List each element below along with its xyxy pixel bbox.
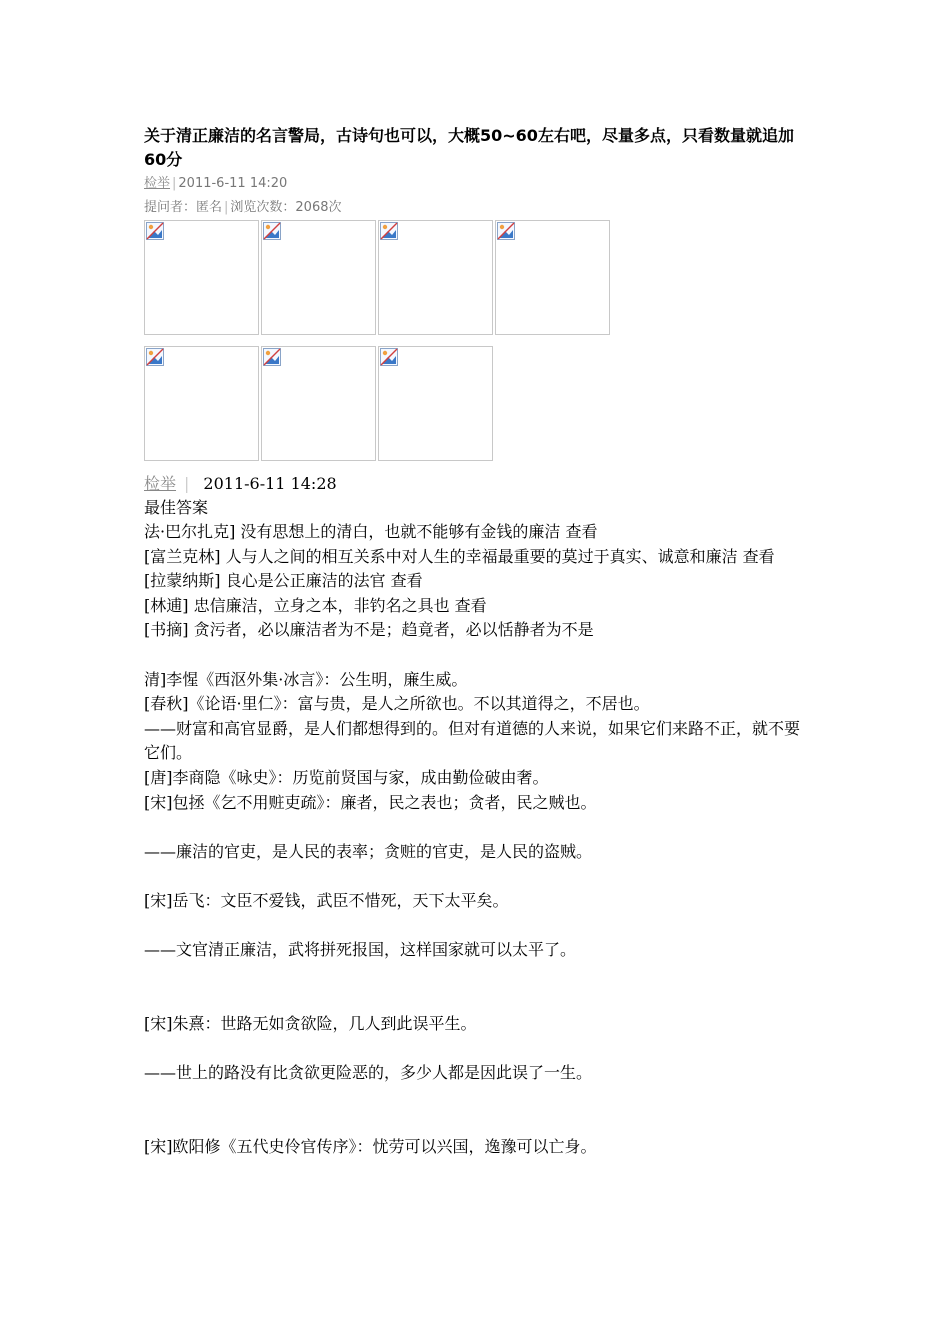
- question-meta: [144, 172, 814, 196]
- answer-line: [144, 914, 814, 939]
- answer-line: [宋]包拯《乞不用赃吏疏》：廉者，民之表也；贪者，民之贼也。: [144, 792, 597, 812]
- answer-line: [144, 643, 814, 668]
- answer-line: [春秋]《论语·里仁》：富与贵，是人之所欲也。不以其道得之，不居也。: [144, 694, 650, 714]
- page-content: [144, 124, 814, 1159]
- answer-body: [144, 520, 814, 1159]
- broken-image-icon: [146, 348, 164, 366]
- question-time: 2011-6-11 14:20: [178, 176, 288, 191]
- answer-line: 法·巴尔扎克] 没有思想上的清白，也就不能够有金钱的廉洁 查看: [144, 522, 598, 541]
- meta-separator: |: [172, 176, 177, 191]
- broken-image-icon: [497, 222, 515, 240]
- image-thumbnail[interactable]: [261, 346, 376, 461]
- answer-line: ——廉洁的官吏，是人民的表率；贪赃的官吏，是人民的盗贼。: [144, 841, 593, 861]
- views-label: 浏览次数：2068次: [230, 200, 342, 215]
- image-thumbnail[interactable]: [144, 346, 259, 461]
- broken-image-icon: [263, 222, 281, 240]
- asker-label: 提问者：匿名: [144, 200, 223, 215]
- answer-line: [144, 1086, 814, 1111]
- image-thumbnail[interactable]: [378, 220, 493, 335]
- answer-line: [唐]李商隐《咏史》：历览前贤国与家，成由勤俭破由奢。: [144, 767, 549, 787]
- answer-line: [拉蒙纳斯] 良心是公正廉洁的法官 查看: [144, 571, 423, 591]
- meta-separator: |: [184, 474, 190, 493]
- best-answer-label: 最佳答案: [144, 498, 209, 517]
- broken-image-icon: [263, 348, 281, 366]
- answer-line: [宋]欧阳修《五代史伶官传序》：忧劳可以兴国，逸豫可以亡身。: [144, 1136, 597, 1156]
- answer-line: [林逋] 忠信廉洁，立身之本，非钓名之具也 查看: [144, 595, 487, 615]
- answer-line: [宋]岳飞：文臣不爱钱，武臣不惜死，天下太平矣。: [144, 890, 509, 910]
- answer-line: [144, 987, 814, 1012]
- answer-line: ——世上的路没有比贪欲更险恶的，多少人都是因此误了一生。: [144, 1063, 593, 1083]
- image-thumbnail[interactable]: [495, 220, 610, 335]
- image-thumbnail[interactable]: [378, 346, 493, 461]
- answer-meta: [144, 472, 814, 496]
- question-stats: [144, 196, 814, 220]
- answer-line: [144, 1036, 814, 1061]
- image-thumbnail[interactable]: [144, 220, 259, 335]
- answer-line: [144, 864, 814, 889]
- meta-separator: |: [224, 200, 229, 215]
- answer-report-link[interactable]: 检举: [144, 474, 177, 493]
- answer-line: 清]李惺《西沤外集·冰言》：公生明，廉生威。: [144, 669, 468, 689]
- broken-image-icon: [146, 222, 164, 240]
- answer-line: [书摘] 贪污者，必以廉洁者为不是；趋竟者，必以恬静者为不是: [144, 620, 594, 640]
- image-thumbnails: [144, 220, 724, 472]
- answer-line: [宋]朱熹：世路无如贪欲险，几人到此误平生。: [144, 1013, 477, 1033]
- answer-line: [144, 1110, 814, 1135]
- answer-line: ——文官清正廉洁，武将拼死报国，这样国家就可以太平了。: [144, 940, 577, 960]
- report-link[interactable]: 检举: [144, 176, 171, 191]
- answer-line: [144, 815, 814, 840]
- answer-line: ——财富和高官显爵，是人们都想得到的。但对有道德的人来说，如果它们来路不正，就不要它们。: [144, 718, 801, 763]
- answer-time: 2011-6-11 14:28: [203, 474, 337, 493]
- answer-line: [富兰克林] 人与人之间的相互关系中对人生的幸福最重要的莫过于真实、诚意和廉洁 查看: [144, 546, 775, 566]
- broken-image-icon: [380, 348, 398, 366]
- question-title: 关于清正廉洁的名言警局，古诗句也可以，大概50~60左右吧，尽量多点，只看数量就追加60分: [144, 126, 794, 169]
- image-thumbnail[interactable]: [261, 220, 376, 335]
- broken-image-icon: [380, 222, 398, 240]
- answer-line: [144, 963, 814, 988]
